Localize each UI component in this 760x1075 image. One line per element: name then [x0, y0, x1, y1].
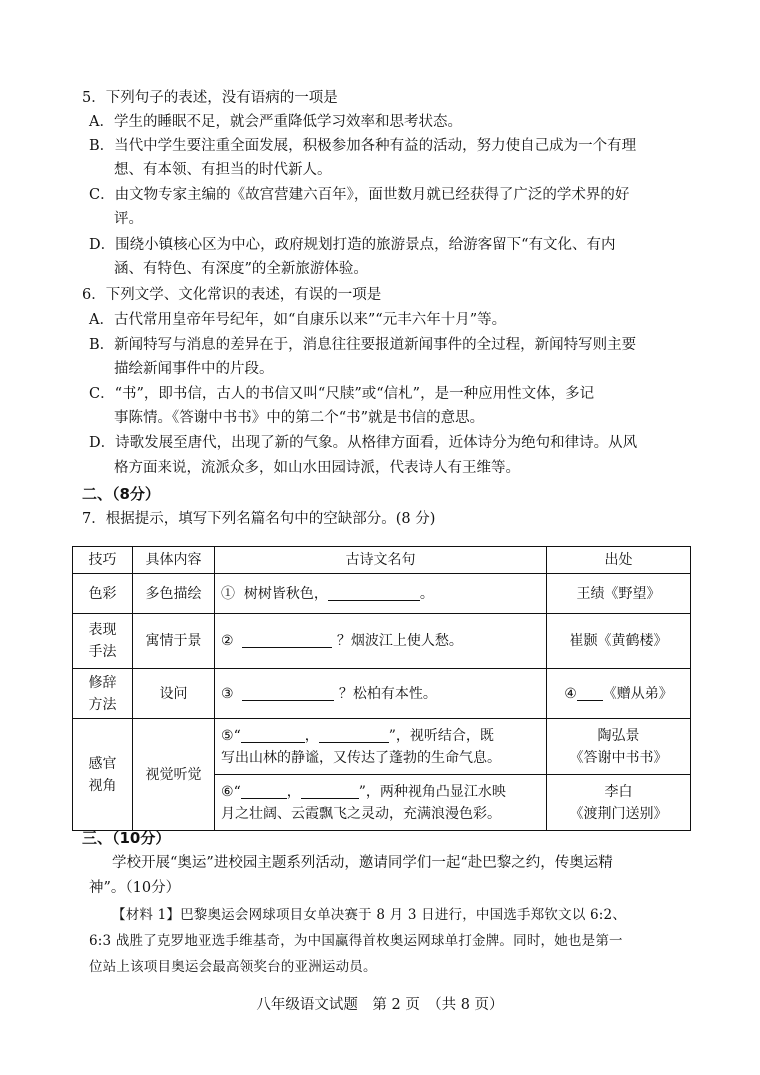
q6-option-b-line1: B．新闻特写与消息的差异在于，消息往往要报道新闻事件的全过程，新闻特写则主要: [89, 337, 637, 353]
row4-technique: [73, 719, 133, 831]
row4-content: 视觉听觉: [133, 719, 215, 831]
row2-verse: [215, 614, 547, 669]
verse6-comma: ，: [286, 783, 301, 800]
source5-author: 陶弘景: [597, 727, 640, 744]
material1-line1: 【材料 1】巴黎奥运会网球项目女单决赛于 8 月 3 日进行，中国选手郑钦文以 6:2、: [112, 907, 627, 923]
q5-option-d-line1: D．围绕小镇核心区为中心，政府规划打造的旅游景点，给游客留下“有文化、有内: [89, 237, 616, 253]
q5-option-c-line1: C．由文物专家主编的《故宫营建六百年》，面世数月就已经获得了广泛的学术界的好: [89, 187, 630, 203]
row1-verse: [215, 574, 547, 614]
source6-title: 《渡荆门送别》: [569, 805, 668, 822]
blank-2[interactable]: [242, 633, 332, 648]
question-7-stem: 7．根据提示，填写下列名篇名句中的空缺部分。(8 分): [82, 511, 436, 527]
q6-option-c-line2: 事陈情。《答谢中书书》中的第二个“书”就是书信的意思。: [114, 410, 485, 426]
material1-line3: 位站上该项目奥运会最高领奖台的亚洲运动员。: [89, 959, 377, 975]
verse5-num: ⑤: [221, 727, 234, 744]
row1-technique: 色彩: [73, 574, 133, 614]
section-2-heading: 二、（8分）: [82, 485, 160, 503]
row3-source-title: 《赠从弟》: [602, 685, 673, 702]
verse5-open-quote: “: [233, 727, 241, 744]
verse6-num: ⑥: [221, 783, 234, 800]
verse5-line2: 写出山林的静谧，又传达了蓬勃的生命气息。: [221, 749, 501, 766]
verse5-line1: [221, 725, 546, 747]
question-6-stem: 6．下列文学、文化常识的表述，有误的一项是: [82, 287, 382, 303]
material1-line2: 6:3 战胜了克罗地亚选手维基奇，为中国赢得首枚奥运网球单打金牌。同时，她也是第一: [89, 933, 623, 949]
row4-source-5: [547, 719, 691, 775]
source6-author: 李白: [604, 783, 633, 800]
q5-option-c-line2: 评。: [114, 211, 143, 227]
blank-5a[interactable]: [241, 728, 305, 743]
question-5-stem: 5．下列句子的表述，没有语病的一项是: [82, 90, 338, 106]
verse6-line2: 月之壮阔、云霞飘飞之灵动，充满浪漫色彩。: [221, 805, 501, 822]
q6-option-c-line1: C．“书”，即书信，古人的书信又叫“尺牍”或“信札”，是一种应用性文体，多记: [89, 386, 595, 402]
row2-source: 崔颢《黄鹤楼》: [547, 614, 691, 669]
row4-technique-line2: 视角: [88, 777, 117, 794]
verse6-line1: [221, 781, 546, 803]
row1-after: 。: [419, 585, 434, 602]
source5-title: 《答谢中书书》: [569, 749, 668, 766]
section-3-heading: 三、（10分）: [82, 829, 171, 847]
blank-1[interactable]: [328, 586, 420, 601]
section3-intro-line1: 学校开展“奥运”进校园主题系列活动，邀请同学们一起“赴巴黎之约，传奥运精: [112, 855, 613, 871]
table-row: [73, 574, 691, 614]
page-footer: 八年级语文试题 第 2 页 （共 8 页）: [256, 997, 504, 1013]
row3-num: ③: [221, 685, 234, 702]
poetry-table: [72, 546, 691, 831]
header-source: 出处: [547, 547, 691, 574]
blank-5b[interactable]: [319, 728, 389, 743]
blank-4[interactable]: [577, 686, 603, 701]
header-technique: 技巧: [73, 547, 133, 574]
q5-option-b-line1: B．当代中学生要注重全面发展，积极参加各种有益的活动，努力使自己成为一个有理: [89, 138, 637, 154]
q6-option-d-line2: 格方面来说，流派众多，如山水田园诗派，代表诗人有王维等。: [114, 460, 520, 476]
table-row: [73, 669, 691, 719]
table-row: [73, 614, 691, 669]
q5-option-b-line2: 想、有本领、有担当的时代新人。: [114, 162, 332, 178]
row1-source: 王绩《野望》: [547, 574, 691, 614]
table-header-row: [73, 547, 691, 574]
row3-after: ？松柏有本性。: [338, 685, 437, 702]
row4-verse-5: [215, 719, 547, 775]
row4-source-6: [547, 775, 691, 831]
row2-technique: [73, 614, 133, 669]
verse5-close: ”，视听结合，既: [388, 727, 494, 744]
q6-option-d-line1: D．诗歌发展至唐代，出现了新的气象。从格律方面看，近体诗分为绝句和律诗。从风: [89, 435, 638, 451]
row4-verse-6: [215, 775, 547, 831]
row3-technique-line1: 修辞: [88, 674, 117, 691]
q5-option-d-line2: 涵、有特色、有深度”的全新旅游体验。: [114, 261, 368, 277]
row3-source-num: ④: [564, 685, 577, 702]
row4-technique-line1: 感官: [88, 755, 117, 772]
row3-source: [547, 669, 691, 719]
blank-6b[interactable]: [301, 784, 359, 799]
row2-content: 寓情于景: [133, 614, 215, 669]
row3-content: 设问: [133, 669, 215, 719]
row3-technique-line2: 方法: [88, 696, 117, 713]
verse5-comma: ，: [304, 727, 319, 744]
q6-option-b-line2: 描绘新闻事件中的片段。: [114, 361, 274, 377]
row3-verse: [215, 669, 547, 719]
section3-intro-line2: 神”。（10分）: [89, 880, 181, 896]
row2-technique-line2: 手法: [88, 644, 117, 660]
q6-option-a: A．古代常用皇帝年号纪年，如“自康乐以来”“元丰六年十月”等。: [89, 312, 507, 328]
q5-option-a: A．学生的睡眠不足，就会严重降低学习效率和思考状态。: [89, 114, 462, 130]
row3-technique: [73, 669, 133, 719]
row2-technique-line1: 表现: [88, 622, 117, 638]
row1-content: 多色描绘: [133, 574, 215, 614]
row1-before: 树树皆秋色，: [243, 585, 328, 602]
verse6-open-quote: “: [233, 783, 241, 800]
header-content: 具体内容: [133, 547, 215, 574]
header-verse: 古诗文名句: [215, 547, 547, 574]
blank-3[interactable]: [242, 686, 334, 701]
table-row: [73, 719, 691, 775]
row2-num: ②: [221, 633, 234, 649]
verse6-close: ”，两种视角凸显江水映: [358, 783, 506, 800]
row2-after: ？烟波江上使人愁。: [336, 633, 463, 649]
blank-6a[interactable]: [241, 784, 287, 799]
row1-num: ①: [221, 585, 235, 602]
